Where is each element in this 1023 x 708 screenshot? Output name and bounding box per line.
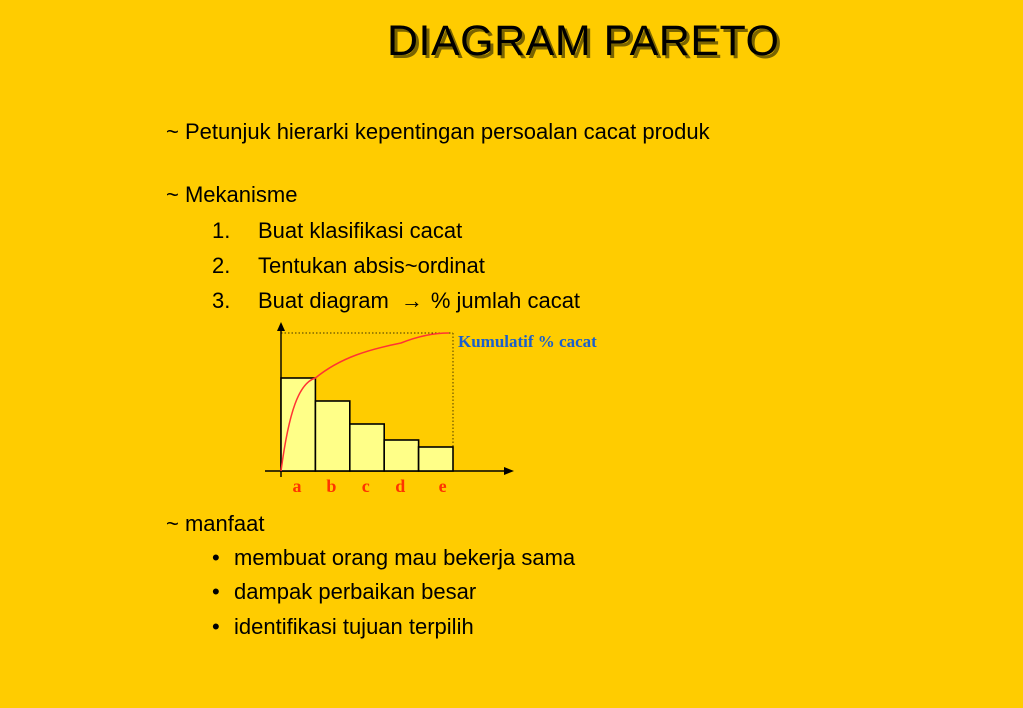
pareto-bar-d — [384, 440, 418, 471]
slide-title: DIAGRAM PARETO — [387, 17, 780, 65]
mekanisme-heading: ~ Mekanisme — [166, 182, 298, 207]
x-axis-arrowhead — [504, 467, 514, 475]
step-1-number: 1. — [212, 218, 231, 243]
step-1-text: Buat klasifikasi cacat — [258, 218, 463, 243]
category-label-c: c — [361, 476, 370, 496]
category-label-d: d — [395, 476, 406, 496]
manfaat-item-3-text: identifikasi tujuan terpilih — [234, 614, 474, 639]
step-2-text: Tentukan absis~ordinat — [258, 253, 485, 278]
pareto-bar-c — [350, 424, 384, 471]
step-3-suffix: % jumlah cacat — [430, 288, 581, 313]
manfaat-item-2 — [212, 581, 476, 603]
y-axis-arrowhead — [277, 322, 285, 331]
cumulative-label: Kumulatif % cacat — [458, 332, 597, 351]
manfaat-item-1 — [212, 547, 575, 569]
bullet-icon: • — [212, 579, 220, 604]
category-label-a: a — [292, 476, 302, 496]
manfaat-heading: ~ manfaat — [166, 511, 265, 536]
step-3-number: 3. — [212, 288, 231, 313]
bullet-icon: • — [212, 545, 220, 570]
pareto-bar-e — [419, 447, 453, 471]
arrow-right-icon: → — [400, 288, 423, 313]
manfaat-item-3 — [212, 616, 474, 638]
category-label-e: e — [438, 476, 447, 496]
manfaat-item-2-text: dampak perbaikan besar — [234, 579, 477, 604]
manfaat-item-1-text: membuat orang mau bekerja sama — [234, 545, 576, 570]
pareto-bar-a — [281, 378, 315, 471]
intro-text: ~ Petunjuk hierarki kepentingan persoalan cacat produk — [166, 119, 710, 144]
step-3-text: Buat diagram — [258, 288, 389, 313]
step-2-number: 2. — [212, 253, 231, 278]
bullet-icon: • — [212, 614, 220, 639]
pareto-bar-b — [315, 401, 349, 471]
category-label-b: b — [326, 476, 337, 496]
